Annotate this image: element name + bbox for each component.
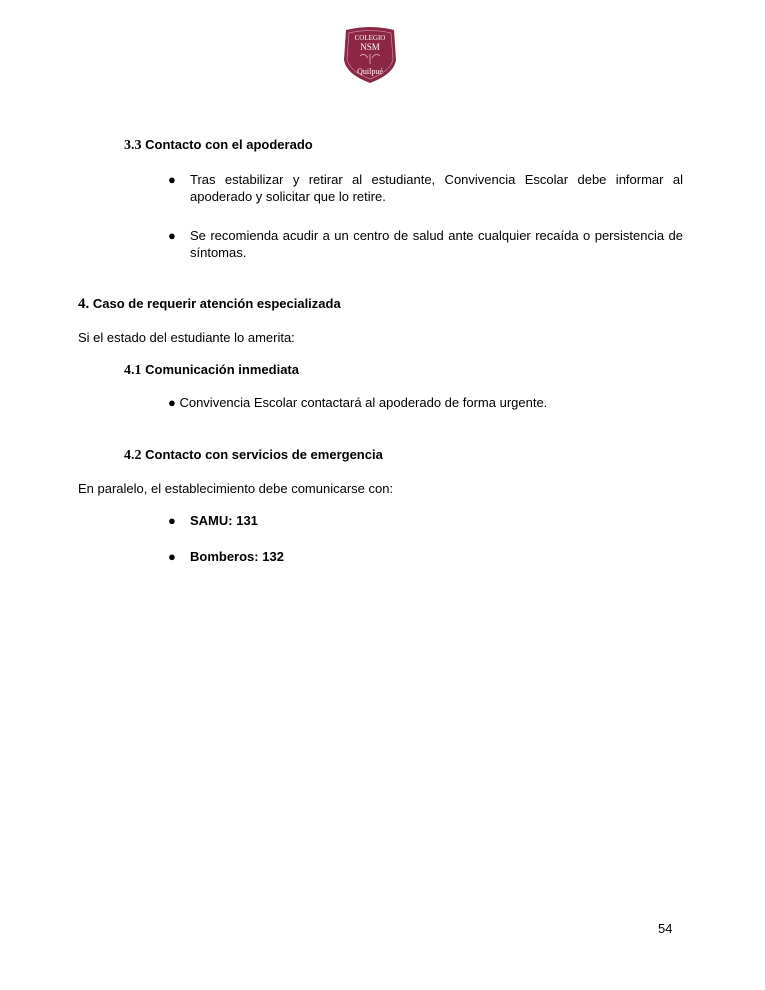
heading-number: 4.2 <box>124 448 142 463</box>
list-item: Bomberos: 132 <box>190 549 284 564</box>
list-item: Tras estabilizar y retirar al estudiante, Convivencia Escolar debe informar al apoderado y solicitar que lo retire. <box>190 172 683 204</box>
school-logo <box>342 26 398 84</box>
heading-4 <box>78 296 341 313</box>
heading-number: 4. <box>78 296 90 312</box>
heading-4-2 <box>124 447 383 464</box>
bullet-marker: ● <box>168 172 176 187</box>
logo-line-2: NSM <box>360 42 380 52</box>
heading-title: Comunicación inmediata <box>145 362 299 377</box>
bullet-marker: ● <box>168 513 176 528</box>
logo-line-3: Quilpué <box>357 67 383 76</box>
heading-4-1 <box>124 362 299 379</box>
list-item: ● Convivencia Escolar contactará al apoderado de forma urgente. <box>168 395 548 410</box>
bullet-marker: ● <box>168 228 176 243</box>
shield-logo-icon <box>342 26 398 84</box>
heading-number: 3.3 <box>124 138 142 153</box>
bullet-marker: ● <box>168 549 176 564</box>
heading-title: Contacto con servicios de emergencia <box>145 447 383 462</box>
heading-number: 4.1 <box>124 363 142 378</box>
list-item: Se recomienda acudir a un centro de salud ante cualquier recaída o persistencia de síntomas. <box>190 228 683 260</box>
page-number: 54 <box>658 921 673 936</box>
heading-3-3 <box>124 137 313 154</box>
list-item: SAMU: 131 <box>190 513 258 528</box>
heading-title: Contacto con el apoderado <box>145 137 313 152</box>
logo-line-1: COLEGIO <box>354 34 386 42</box>
paragraph: En paralelo, el establecimiento debe comunicarse con: <box>78 481 394 496</box>
paragraph: Si el estado del estudiante lo amerita: <box>78 330 295 345</box>
heading-title: Caso de requerir atención especializada <box>92 296 341 311</box>
